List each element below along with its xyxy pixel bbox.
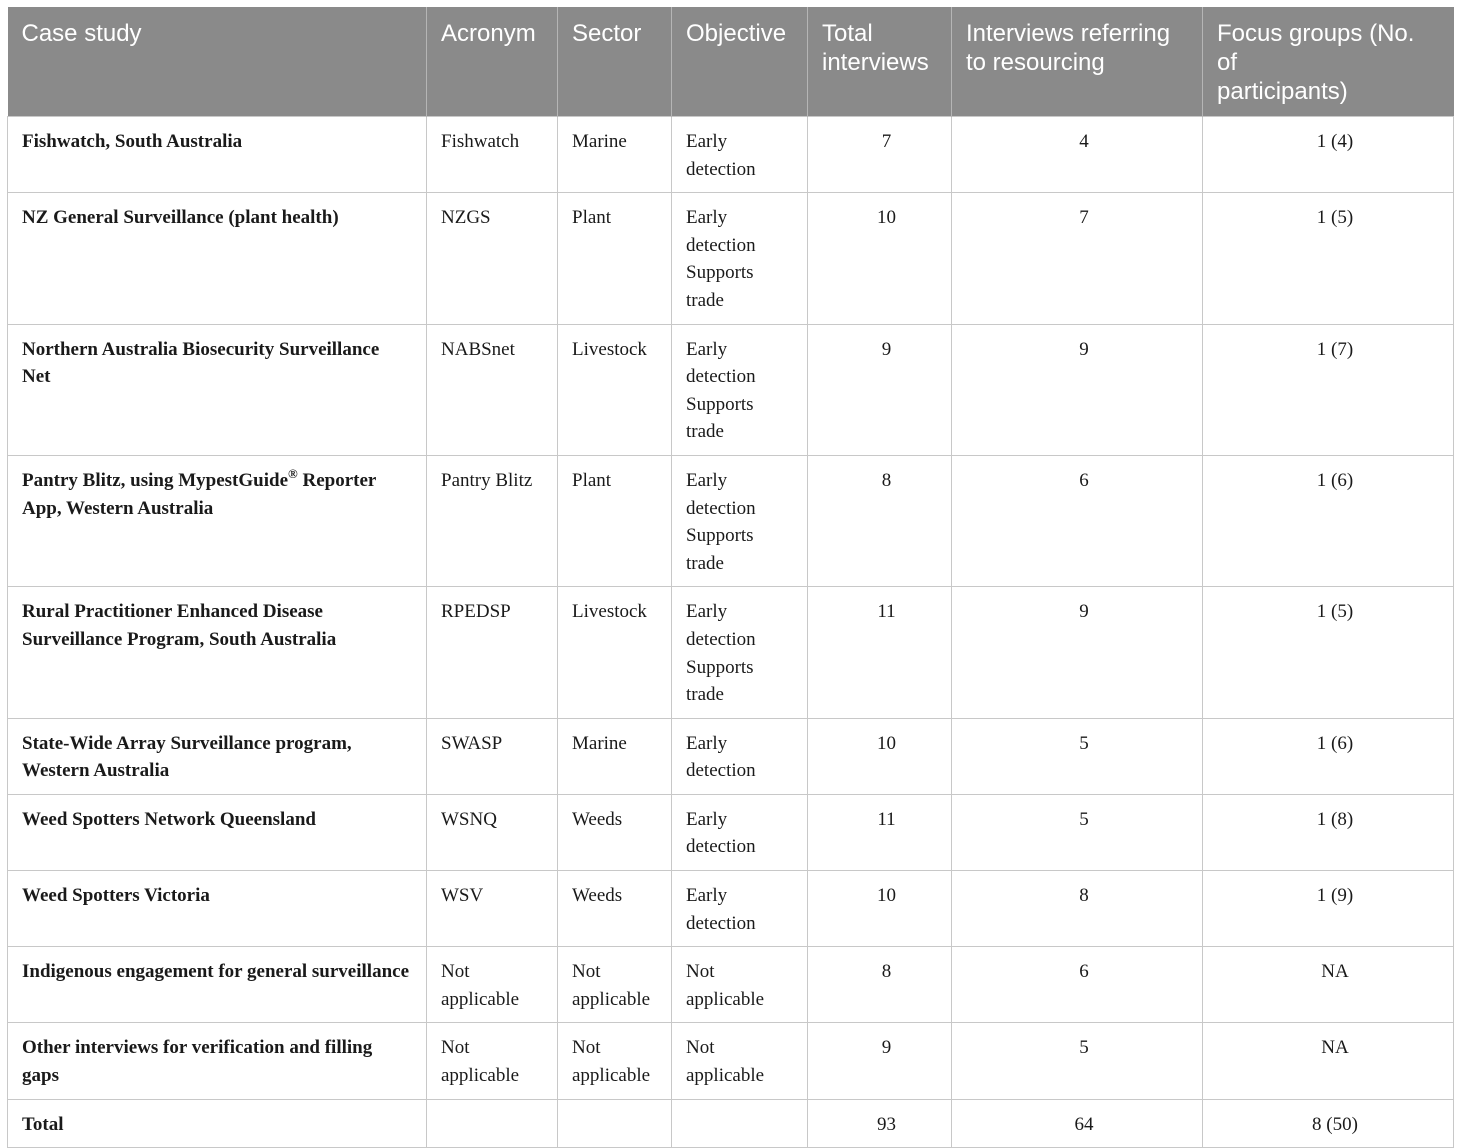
objective-line: detection [686,158,756,180]
case-study-cell [8,455,427,586]
objective-line: Supports [686,656,754,678]
sector-cell: Weeds [558,871,672,947]
acronym-cell: SWASP [427,718,558,794]
total-interviews-cell: 11 [808,587,952,718]
sector-cell: Marine [558,718,672,794]
header-focus-groups-line1: Focus groups (No. of [1217,20,1415,76]
header-resourcing-line2: to resourcing [966,49,1105,76]
focus-groups-cell: NA [1203,1023,1454,1099]
header-total-interviews-line2: interviews [822,49,929,76]
case-study-cell: Other interviews for verification and filling gaps [8,1023,427,1099]
header-focus-groups [1203,7,1454,117]
case-study-cell: Rural Practitioner Enhanced Disease Surveillance Program, South Australia [8,587,427,718]
total-interviews-cell: 10 [808,718,952,794]
resourcing-interviews-cell: 7 [952,193,1203,324]
case-study-cell: State-Wide Array Surveillance program, Western Australia [8,718,427,794]
header-row [8,7,1454,117]
header-sector: Sector [558,7,672,117]
objective-line: detection [686,628,756,650]
table-row [8,794,1454,870]
objective-line: detection [686,760,756,782]
table-body [8,117,1454,1148]
acronym-cell: Not applicable [427,947,558,1023]
objective-line: Supports [686,525,754,547]
objective-line: trade [686,684,724,706]
case-study-text: Pantry Blitz, using MypestGuide [22,469,289,491]
total-row [8,1099,1454,1148]
total-acronym-cell [427,1099,558,1148]
objective-line: Supports [686,262,754,284]
objective-line: Early [686,469,728,491]
focus-groups-cell: NA [1203,947,1454,1023]
acronym-cell: Pantry Blitz [427,455,558,586]
sector-cell: Weeds [558,794,672,870]
total-interviews-cell: 7 [808,117,952,193]
header-total-interviews [808,7,952,117]
objective-line: detection [686,912,756,934]
case-study-table [7,7,1454,1148]
table-row [8,324,1454,455]
objective-line: Early [686,732,728,754]
objective-cell [672,455,808,586]
sector-cell: Plant [558,455,672,586]
total-interviews-cell: 10 [808,871,952,947]
total-interviews-cell: 8 [808,455,952,586]
objective-line: applicable [686,1065,765,1087]
objective-cell [672,794,808,870]
objective-cell [672,117,808,193]
header-case-study: Case study [8,7,427,117]
objective-line: detection [686,836,756,858]
objective-line: applicable [686,988,765,1010]
focus-groups-cell: 1 (8) [1203,794,1454,870]
resourcing-interviews-cell: 5 [952,718,1203,794]
objective-cell [672,324,808,455]
objective-line: trade [686,421,724,443]
resourcing-interviews-cell: 4 [952,117,1203,193]
objective-cell [672,718,808,794]
objective-line: trade [686,289,724,311]
acronym-cell: WSNQ [427,794,558,870]
focus-groups-cell: 1 (6) [1203,455,1454,586]
resourcing-interviews-cell: 8 [952,871,1203,947]
header-focus-groups-line2: participants) [1217,78,1348,105]
objective-line: Not [686,1037,715,1059]
objective-line: trade [686,552,724,574]
objective-cell [672,947,808,1023]
total-interviews-cell: 9 [808,1023,952,1099]
total-interviews-cell: 9 [808,324,952,455]
header-resourcing-line1: Interviews referring [966,20,1171,47]
total-resourcing-sum-cell: 64 [952,1099,1203,1148]
acronym-cell: RPEDSP [427,587,558,718]
objective-cell [672,193,808,324]
case-study-cell: Weed Spotters Victoria [8,871,427,947]
total-focus-groups-sum-cell: 8 (50) [1203,1099,1454,1148]
objective-cell [672,1023,808,1099]
total-interviews-cell: 8 [808,947,952,1023]
total-interviews-sum-cell: 93 [808,1099,952,1148]
acronym-cell: NABSnet [427,324,558,455]
table-row [8,117,1454,193]
case-study-cell: Northern Australia Biosecurity Surveillance Net [8,324,427,455]
total-interviews-cell: 11 [808,794,952,870]
objective-line: Early [686,207,728,229]
objective-cell [672,871,808,947]
objective-line: Early [686,808,728,830]
resourcing-interviews-cell: 5 [952,794,1203,870]
objective-line: detection [686,234,756,256]
acronym-cell: Not applicable [427,1023,558,1099]
focus-groups-cell: 1 (5) [1203,193,1454,324]
sector-cell: Not applicable [558,1023,672,1099]
registered-mark: ® [288,465,298,481]
case-study-text-suffix: Reporter App, Western Australia [22,469,376,519]
objective-line: detection [686,366,756,388]
resourcing-interviews-cell: 6 [952,947,1203,1023]
focus-groups-cell: 1 (6) [1203,718,1454,794]
resourcing-interviews-cell: 9 [952,324,1203,455]
table-row [8,1023,1454,1099]
case-study-cell: Weed Spotters Network Queensland [8,794,427,870]
resourcing-interviews-cell: 9 [952,587,1203,718]
objective-line: Early [686,601,728,623]
sector-cell: Marine [558,117,672,193]
sector-cell: Livestock [558,587,672,718]
header-acronym: Acronym [427,7,558,117]
table-row [8,193,1454,324]
total-objective-cell [672,1099,808,1148]
objective-line: Early [686,885,728,907]
resourcing-interviews-cell: 6 [952,455,1203,586]
objective-line: detection [686,497,756,519]
focus-groups-cell: 1 (5) [1203,587,1454,718]
sector-cell: Not applicable [558,947,672,1023]
table-row [8,587,1454,718]
objective-cell [672,587,808,718]
sector-cell: Livestock [558,324,672,455]
acronym-cell: Fishwatch [427,117,558,193]
objective-line: Not [686,961,715,983]
sector-cell: Plant [558,193,672,324]
case-study-cell: Fishwatch, South Australia [8,117,427,193]
objective-line: Early [686,131,728,152]
case-study-cell: NZ General Surveillance (plant health) [8,193,427,324]
focus-groups-cell: 1 (9) [1203,871,1454,947]
table-row [8,455,1454,586]
table-row [8,718,1454,794]
table-row [8,871,1454,947]
table-row [8,947,1454,1023]
total-sector-cell [558,1099,672,1148]
resourcing-interviews-cell: 5 [952,1023,1203,1099]
focus-groups-cell: 1 (7) [1203,324,1454,455]
total-interviews-cell: 10 [808,193,952,324]
acronym-cell: WSV [427,871,558,947]
header-total-interviews-line1: Total [822,20,873,47]
header-objective: Objective [672,7,808,117]
header-resourcing [952,7,1203,117]
acronym-cell: NZGS [427,193,558,324]
objective-line: Early [686,338,728,360]
total-label-cell: Total [8,1099,427,1148]
case-study-cell: Indigenous engagement for general surveillance [8,947,427,1023]
objective-line: Supports [686,393,754,415]
focus-groups-cell: 1 (4) [1203,117,1454,193]
